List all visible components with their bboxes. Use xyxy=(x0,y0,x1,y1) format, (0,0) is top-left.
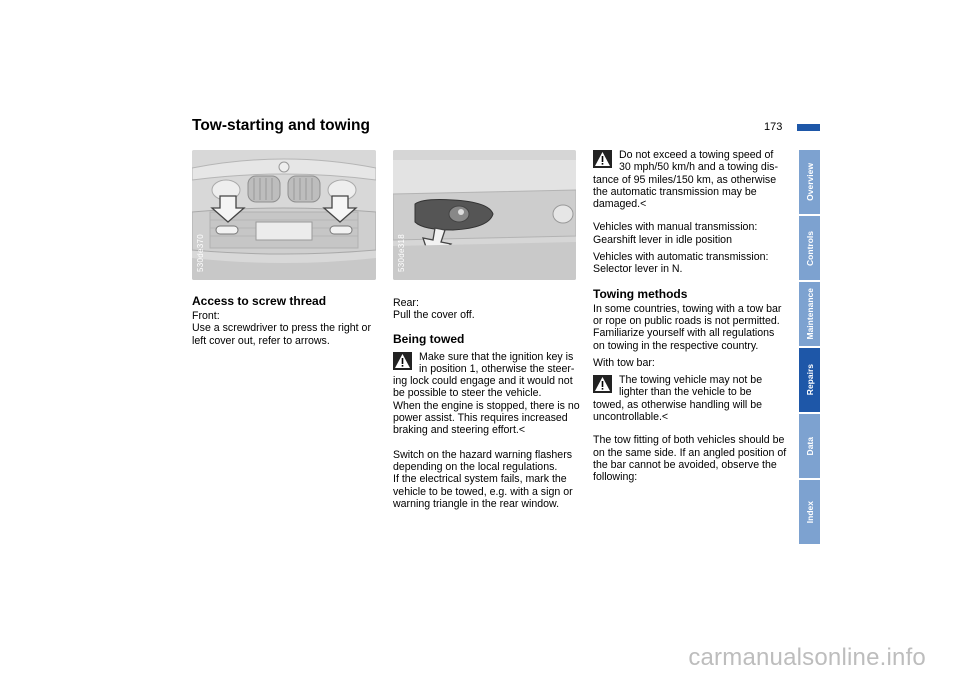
figure-code: 530de370 xyxy=(196,234,205,272)
section-heading: Access to screw thread xyxy=(192,294,327,308)
section-heading: Being towed xyxy=(393,331,465,346)
section-heading: Towing methods xyxy=(593,286,688,301)
warning-block: Do not exceed a towing speed of 30 mph/50 km/h and a towing dis- tance of 95 miles/150 km, as otherwise the automatic transmission may be damaged.< xyxy=(593,149,778,211)
page-number: 173 xyxy=(764,121,783,133)
manual-text: Gearshift lever in idle position xyxy=(593,233,732,246)
paragraph: If the electrical system fails, mark the vehicle to be towed, e.g. with a sign or warning triangle in the rear window. xyxy=(393,473,573,510)
side-tab-controls[interactable]: Controls xyxy=(799,216,820,280)
manual-label: Vehicles with manual transmission: xyxy=(593,221,758,234)
warning-icon xyxy=(593,150,612,168)
side-tab-index[interactable]: Index xyxy=(799,480,820,544)
page-number-marker xyxy=(797,124,820,131)
towbar-label: With tow bar: xyxy=(593,356,655,369)
rear-instruction: Pull the cover off. xyxy=(393,309,475,322)
paragraph: Familiarize yourself with all regulations on towing in the respective country. xyxy=(593,327,775,352)
rear-label: Rear: xyxy=(393,297,419,309)
paragraph: Switch on the hazard warning flashers depending on the local regulations. xyxy=(393,448,573,473)
warning-icon xyxy=(393,352,412,370)
paragraph: In some countries, towing with a tow bar or rope on public roads is not permitted. xyxy=(593,302,782,327)
paragraph: The tow fitting of both vehicles should be on the same side. If an angled position of the bar cannot be avoided, observe the following: xyxy=(593,434,787,484)
side-tab-repairs[interactable]: Repairs xyxy=(799,348,820,412)
auto-text: Selector lever in N. xyxy=(593,263,683,276)
side-tab-overview[interactable]: Overview xyxy=(799,150,820,214)
side-tab-data[interactable]: Data xyxy=(799,414,820,478)
warning-block: The towing vehicle may not be lighter than the vehicle to be towed, as otherwise handling will be uncontrollable.< xyxy=(593,374,763,424)
front-instruction: Use a screwdriver to press the right or left cover out, refer to arrows. xyxy=(192,322,371,347)
warning-icon xyxy=(593,375,612,393)
auto-label: Vehicles with automatic transmission: xyxy=(593,251,769,264)
front-label: Front: xyxy=(192,310,220,322)
footer-watermark: carmanualsonline.info xyxy=(688,644,926,671)
page-title: Tow-starting and towing xyxy=(192,117,370,134)
front-bumper-figure xyxy=(192,150,376,280)
warning-block: Make sure that the ignition key is in position 1, otherwise the steer- ing lock could engage and it would not be possible to steer the vehicle. When the engine is stopped, there is no power assist. This requires increased braking and steering effort.< xyxy=(393,350,580,437)
rear-bumper-figure xyxy=(393,150,576,280)
side-tab-maintenance[interactable]: Maintenance xyxy=(799,282,820,346)
figure-code: 530de318 xyxy=(397,234,406,272)
